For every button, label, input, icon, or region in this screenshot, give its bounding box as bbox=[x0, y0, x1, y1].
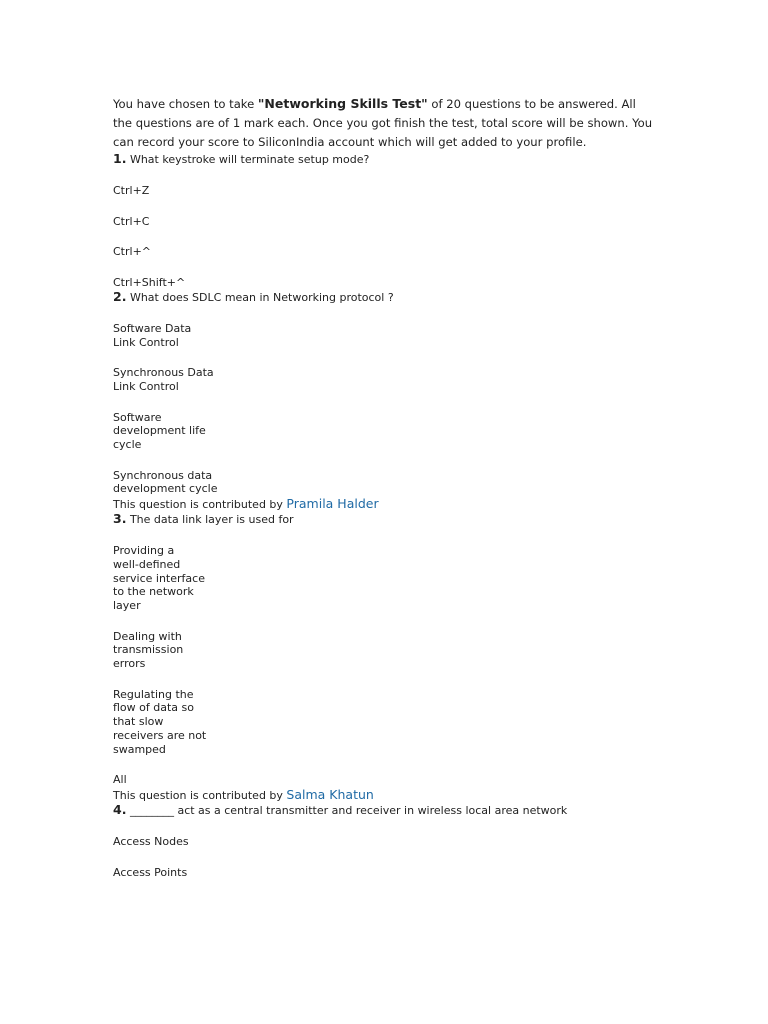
contributor-line bbox=[113, 496, 653, 512]
option-3b[interactable]: Dealing with transmission errors bbox=[113, 629, 184, 671]
intro-paragraph bbox=[113, 94, 653, 152]
test-name: "Networking Skills Test" bbox=[257, 96, 428, 111]
question-4 bbox=[113, 803, 653, 818]
test-page bbox=[113, 94, 653, 879]
question-number: 2. bbox=[113, 288, 127, 304]
option-2d[interactable]: Synchronous data development cycle bbox=[113, 468, 218, 496]
contributor-name-link[interactable]: Pramila Halder bbox=[286, 496, 379, 512]
question-number: 1. bbox=[113, 151, 127, 166]
option-1a[interactable]: Ctrl+Z bbox=[113, 184, 150, 197]
question-blank: ________ bbox=[126, 803, 174, 817]
contributor-line bbox=[113, 787, 653, 803]
question-text: What keystroke will terminate setup mode? bbox=[126, 153, 370, 166]
question-text: What does SDLC mean in Networking protocol ? bbox=[126, 290, 394, 304]
option-4b[interactable]: Access Points bbox=[113, 865, 188, 879]
option-2a[interactable]: Software Data Link Control bbox=[113, 321, 192, 349]
option-2c[interactable]: Software development life cycle bbox=[113, 410, 206, 452]
contributor-name-link[interactable]: Salma Khatun bbox=[286, 786, 374, 802]
question-text: The data link layer is used for bbox=[126, 513, 294, 527]
contributor-prefix: This question is contributed by bbox=[113, 788, 287, 802]
question-2 bbox=[113, 290, 653, 305]
option-2b[interactable]: Synchronous Data Link Control bbox=[113, 366, 214, 393]
intro-suffix: of 20 questions to be answered. All the questions are of 1 mark each. Once you got finish the test, total score will be shown. You can record your score to SiliconIndia account which will get added to your profile. bbox=[113, 97, 653, 149]
question-text: act as a central transmitter and receiver in wireless local area network bbox=[173, 803, 568, 817]
question-3 bbox=[113, 512, 653, 527]
option-1d[interactable]: Ctrl+Shift+^ bbox=[113, 276, 186, 290]
intro-prefix: You have chosen to take bbox=[113, 97, 258, 111]
option-3d[interactable]: All bbox=[113, 773, 127, 787]
question-number: 3. bbox=[113, 511, 127, 527]
option-1b[interactable]: Ctrl+C bbox=[113, 214, 150, 228]
question-1 bbox=[113, 152, 653, 167]
question-number: 4. bbox=[113, 801, 127, 817]
option-3c[interactable]: Regulating the flow of data so that slow receivers are not swamped bbox=[113, 687, 207, 756]
option-1c[interactable]: Ctrl+^ bbox=[113, 245, 152, 259]
contributor-prefix: This question is contributed by bbox=[113, 498, 287, 512]
option-3a[interactable]: Providing a well-defined service interface to the network layer bbox=[113, 544, 205, 612]
option-4a[interactable]: Access Nodes bbox=[113, 834, 189, 848]
